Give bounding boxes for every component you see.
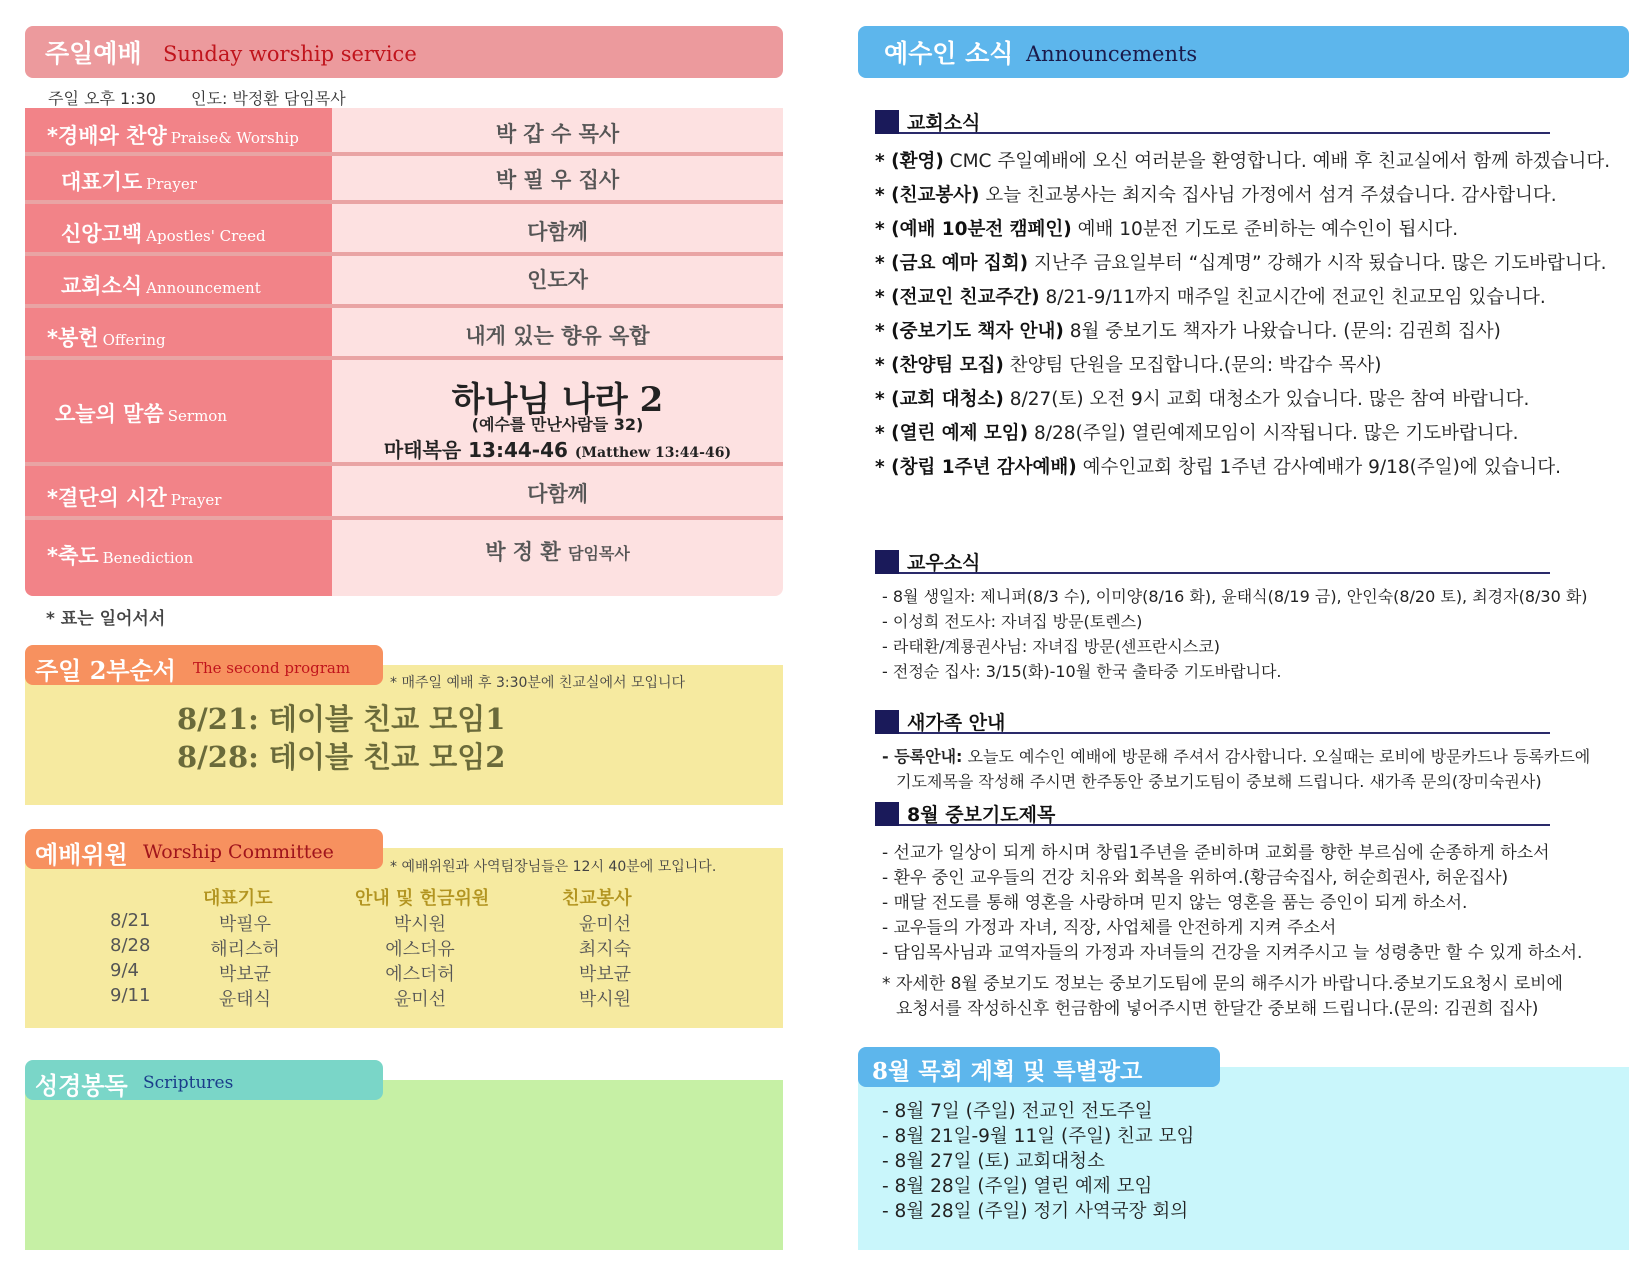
- prayer-title: 8월 중보기도제목: [907, 804, 1056, 826]
- august-plan-header: [858, 1047, 1220, 1087]
- church-news-title: 교회소식: [907, 112, 981, 134]
- church-news-item: * (열린 예제 모임) 8/28(주일) 열린예제모임이 시작됩니다. 많은 기도바랍니다.: [875, 423, 1519, 444]
- order-label: 오늘의 말씀: [55, 402, 164, 426]
- order-label-en: Apostles' Creed: [146, 227, 266, 245]
- program-line: 8/21: 테이블 친교 모임1: [177, 702, 506, 736]
- order-label-en: Praise& Worship: [170, 129, 299, 147]
- committee-date: 8/21: [110, 910, 151, 931]
- order-label: 대표기도: [61, 170, 143, 194]
- sermon-passage: 마태복음 13:44-46: [383, 438, 568, 462]
- prayer-item: - 담임목사님과 교역자들의 가정과 자녀들의 건강을 지켜주시고 늘 성령충만 할 수 있게 하소서.: [882, 943, 1583, 963]
- committee-usher: 에스더허: [385, 964, 455, 985]
- second-program-header: [25, 645, 383, 685]
- sermon-subtitle: (예수를 만난사람들 32): [471, 415, 644, 434]
- order-label-en: Sermon: [167, 407, 227, 425]
- newcomer-text: 기도제목을 작성해 주시면 한주동안 중보기도팀이 중보해 드립니다. 새가족 문의(장미숙권사): [896, 772, 1542, 791]
- order-value: 박 정 환: [485, 540, 561, 564]
- church-news-item: * (환영) CMC 주일예배에 오신 여러분을 환영합니다. 예배 후 친교실에서 함께 하겠습니다.: [875, 151, 1611, 172]
- worship-header: [25, 26, 783, 78]
- order-label-en: Offering: [102, 331, 166, 349]
- worship-time: 주일 오후 1:30: [48, 89, 156, 108]
- member-news-item: - 전정순 집사: 3/15(화)-10월 한국 출타중 기도바랍니다.: [882, 662, 1282, 681]
- square-bullet-icon: [875, 110, 899, 134]
- order-row: [25, 466, 783, 520]
- committee-header: 안내 및 헌금위원: [355, 888, 490, 909]
- announcements-title-en: Announcements: [1026, 42, 1198, 66]
- sermon-passage-en: (Matthew 13:44-46): [574, 445, 732, 461]
- announcements-header: [858, 26, 1629, 78]
- worship-title-en: Sunday worship service: [163, 42, 417, 66]
- church-news-heading: [875, 108, 1550, 134]
- order-value: 인도자: [527, 268, 588, 292]
- committee-header: 친교봉사: [562, 888, 632, 909]
- worship-title-ko: 주일예배: [45, 39, 142, 68]
- newcomer-heading: [875, 708, 1550, 734]
- church-news-item: * (찬양팀 모집) 찬양팀 단원을 모집합니다.(문의: 박갑수 목사): [875, 355, 1382, 376]
- prayer-item: - 매달 전도를 통해 영혼을 사랑하며 믿지 않는 영혼을 품는 증인이 되게 하소서.: [882, 893, 1468, 913]
- church-news-item: * (교회 대청소) 8/27(토) 오전 9시 교회 대청소가 있습니다. 많은 참여 바랍니다.: [875, 389, 1530, 410]
- committee-prayer: 해리스허: [210, 939, 280, 960]
- member-news-item: - 8월 생일자: 제니퍼(8/3 수), 이미양(8/16 화), 윤태식(8/19 금), 안인숙(8/20 토), 최경자(8/30 화): [882, 587, 1588, 606]
- benediction-suffix: 담임목사: [567, 544, 630, 563]
- prayer-item: - 선교가 일상이 되게 하시며 창립1주년을 준비하며 교회를 향한 부르심에 순종하게 하소서: [882, 843, 1550, 863]
- church-news-item: * (창립 1주년 감사예배) 예수인교회 창립 1주년 감사예배가 9/18(주일)에 있습니다.: [875, 457, 1561, 478]
- committee-fellowship: 윤미선: [578, 914, 632, 935]
- scriptures-title-en: Scriptures: [143, 1073, 234, 1093]
- order-row-sermon: [25, 360, 783, 466]
- scriptures-title-ko: 성경봉독: [35, 1071, 128, 1100]
- order-label: *경배와 찬양: [47, 124, 167, 148]
- announcements-title-ko: 예수인 소식: [884, 39, 1014, 68]
- worship-leader: 인도: 박정환 담임목사: [191, 89, 346, 108]
- prayer-note: 요청서를 작성하신후 헌금함에 넣어주시면 한달간 중보해 드립니다.(문의: 김권희 집사): [896, 999, 1539, 1019]
- committee-date: 9/4: [110, 960, 139, 981]
- church-news-item: * (전교인 친교주간) 8/21-9/11까지 매주일 친교시간에 전교인 친교모임 있습니다.: [875, 287, 1546, 308]
- scriptures-header: [25, 1060, 383, 1100]
- order-value: 다함께: [527, 220, 588, 244]
- plan-item: - 8월 28일 (주일) 열린 예제 모임: [882, 1176, 1153, 1197]
- order-row: [25, 256, 783, 308]
- order-label: *봉헌: [47, 326, 99, 350]
- order-row: [25, 156, 783, 204]
- order-label-en: Prayer: [170, 491, 222, 509]
- plan-item: - 8월 28일 (주일) 정기 사역국장 회의: [882, 1201, 1189, 1222]
- order-label-en: Prayer: [146, 175, 197, 193]
- newcomer-text: - 등록안내: 오늘도 예수인 예배에 방문해 주셔서 감사합니다. 오실때는 로비에 방문카드나 등록카드에: [882, 747, 1591, 766]
- square-bullet-icon: [875, 710, 899, 734]
- committee-title-en: Worship Committee: [143, 841, 334, 863]
- stand-note: * 표는 일어서서: [46, 609, 166, 629]
- order-value: 박 필 우 집사: [495, 168, 620, 192]
- committee-prayer: 윤태식: [218, 989, 272, 1010]
- august-plan-box: [858, 1067, 1629, 1250]
- sermon-title: 하나님 나라 2: [451, 380, 664, 420]
- worship-order-table: [25, 108, 783, 596]
- committee-usher: 에스더유: [385, 939, 455, 960]
- square-bullet-icon: [875, 802, 899, 826]
- newcomer-title: 새가족 안내: [907, 712, 1006, 734]
- committee-usher: 윤미선: [393, 989, 447, 1010]
- second-program-title-ko: 주일 2부순서: [35, 656, 176, 685]
- prayer-heading: [875, 800, 1550, 826]
- order-row: [25, 204, 783, 256]
- member-news-title: 교우소식: [907, 552, 981, 574]
- order-row: [25, 308, 783, 360]
- order-label: *결단의 시간: [47, 486, 167, 510]
- order-row: [25, 108, 783, 156]
- order-label: 교회소식: [61, 274, 143, 298]
- church-news-item: * (친교봉사) 오늘 친교봉사는 최지숙 집사님 가정에서 섬겨 주셨습니다. 감사합니다.: [875, 185, 1557, 206]
- prayer-item: - 환우 중인 교우들의 건강 치유와 회복을 위하여.(황금숙집사, 허순희권사, 허운집사): [882, 868, 1509, 888]
- second-program-title-en: The second program: [193, 659, 351, 677]
- member-news-item: - 이성희 전도사: 자녀집 방문(토렌스): [882, 612, 1143, 631]
- order-value: 다함께: [527, 482, 588, 506]
- committee-prayer: 박보균: [218, 964, 272, 985]
- committee-title-ko: 예배위원: [35, 840, 128, 869]
- church-news-item: * (중보기도 책자 안내) 8월 중보기도 책자가 나왔습니다. (문의: 김권희 집사): [875, 321, 1501, 342]
- church-news-item: * (금요 예마 집회) 지난주 금요일부터 “십계명” 강해가 시작 됬습니다. 많은 기도바랍니다.: [875, 253, 1607, 274]
- august-plan-title: 8월 목회 계획 및 특별광고: [872, 1058, 1143, 1085]
- order-row: [25, 520, 783, 596]
- committee-date: 9/11: [110, 985, 151, 1006]
- square-bullet-icon: [875, 550, 899, 574]
- committee-date: 8/28: [110, 935, 151, 956]
- committee-note: * 예배위원과 사역팀장님들은 12시 40분에 모입니다.: [390, 859, 717, 875]
- order-label-en: Announcement: [146, 279, 261, 297]
- committee-prayer: 박필우: [218, 914, 272, 935]
- second-program-note: * 매주일 예배 후 3:30분에 친교실에서 모입니다: [390, 675, 686, 691]
- church-news-item: * (예배 10분전 캠페인) 예배 10분전 기도로 준비하는 예수인이 됩시다.: [875, 219, 1459, 240]
- committee-header-tab: [25, 829, 383, 869]
- scriptures-box: [25, 1080, 783, 1250]
- member-news-heading: [875, 548, 1550, 574]
- program-line: 8/28: 테이블 친교 모임2: [177, 740, 506, 774]
- committee-fellowship: 박보균: [578, 964, 632, 985]
- worship-info: [48, 86, 376, 109]
- prayer-item: - 교우들의 가정과 자녀, 직장, 사업체를 안전하게 지켜 주소서: [882, 918, 1337, 938]
- order-label: *축도: [47, 544, 99, 568]
- order-value: 박 갑 수 목사: [495, 122, 620, 146]
- committee-header: 대표기도: [203, 888, 273, 909]
- committee-fellowship: 최지숙: [578, 939, 632, 960]
- member-news-item: - 라태환/계룡권사님: 자녀집 방문(센프란시스코): [882, 637, 1220, 656]
- order-label: 신앙고백: [61, 222, 143, 246]
- plan-item: - 8월 7일 (주일) 전교인 전도주일: [882, 1101, 1153, 1122]
- committee-fellowship: 박시원: [578, 989, 632, 1010]
- prayer-note: * 자세한 8월 중보기도 정보는 중보기도팀에 문의 해주시가 바랍니다.중보기도요청시 로비에: [882, 974, 1563, 994]
- order-value: 내게 있는 향유 옥합: [465, 324, 650, 348]
- committee-usher: 박시원: [393, 914, 447, 935]
- plan-item: - 8월 27일 (토) 교회대청소: [882, 1151, 1105, 1172]
- plan-item: - 8월 21일-9월 11일 (주일) 친교 모임: [882, 1126, 1195, 1147]
- order-label-en: Benediction: [102, 549, 194, 567]
